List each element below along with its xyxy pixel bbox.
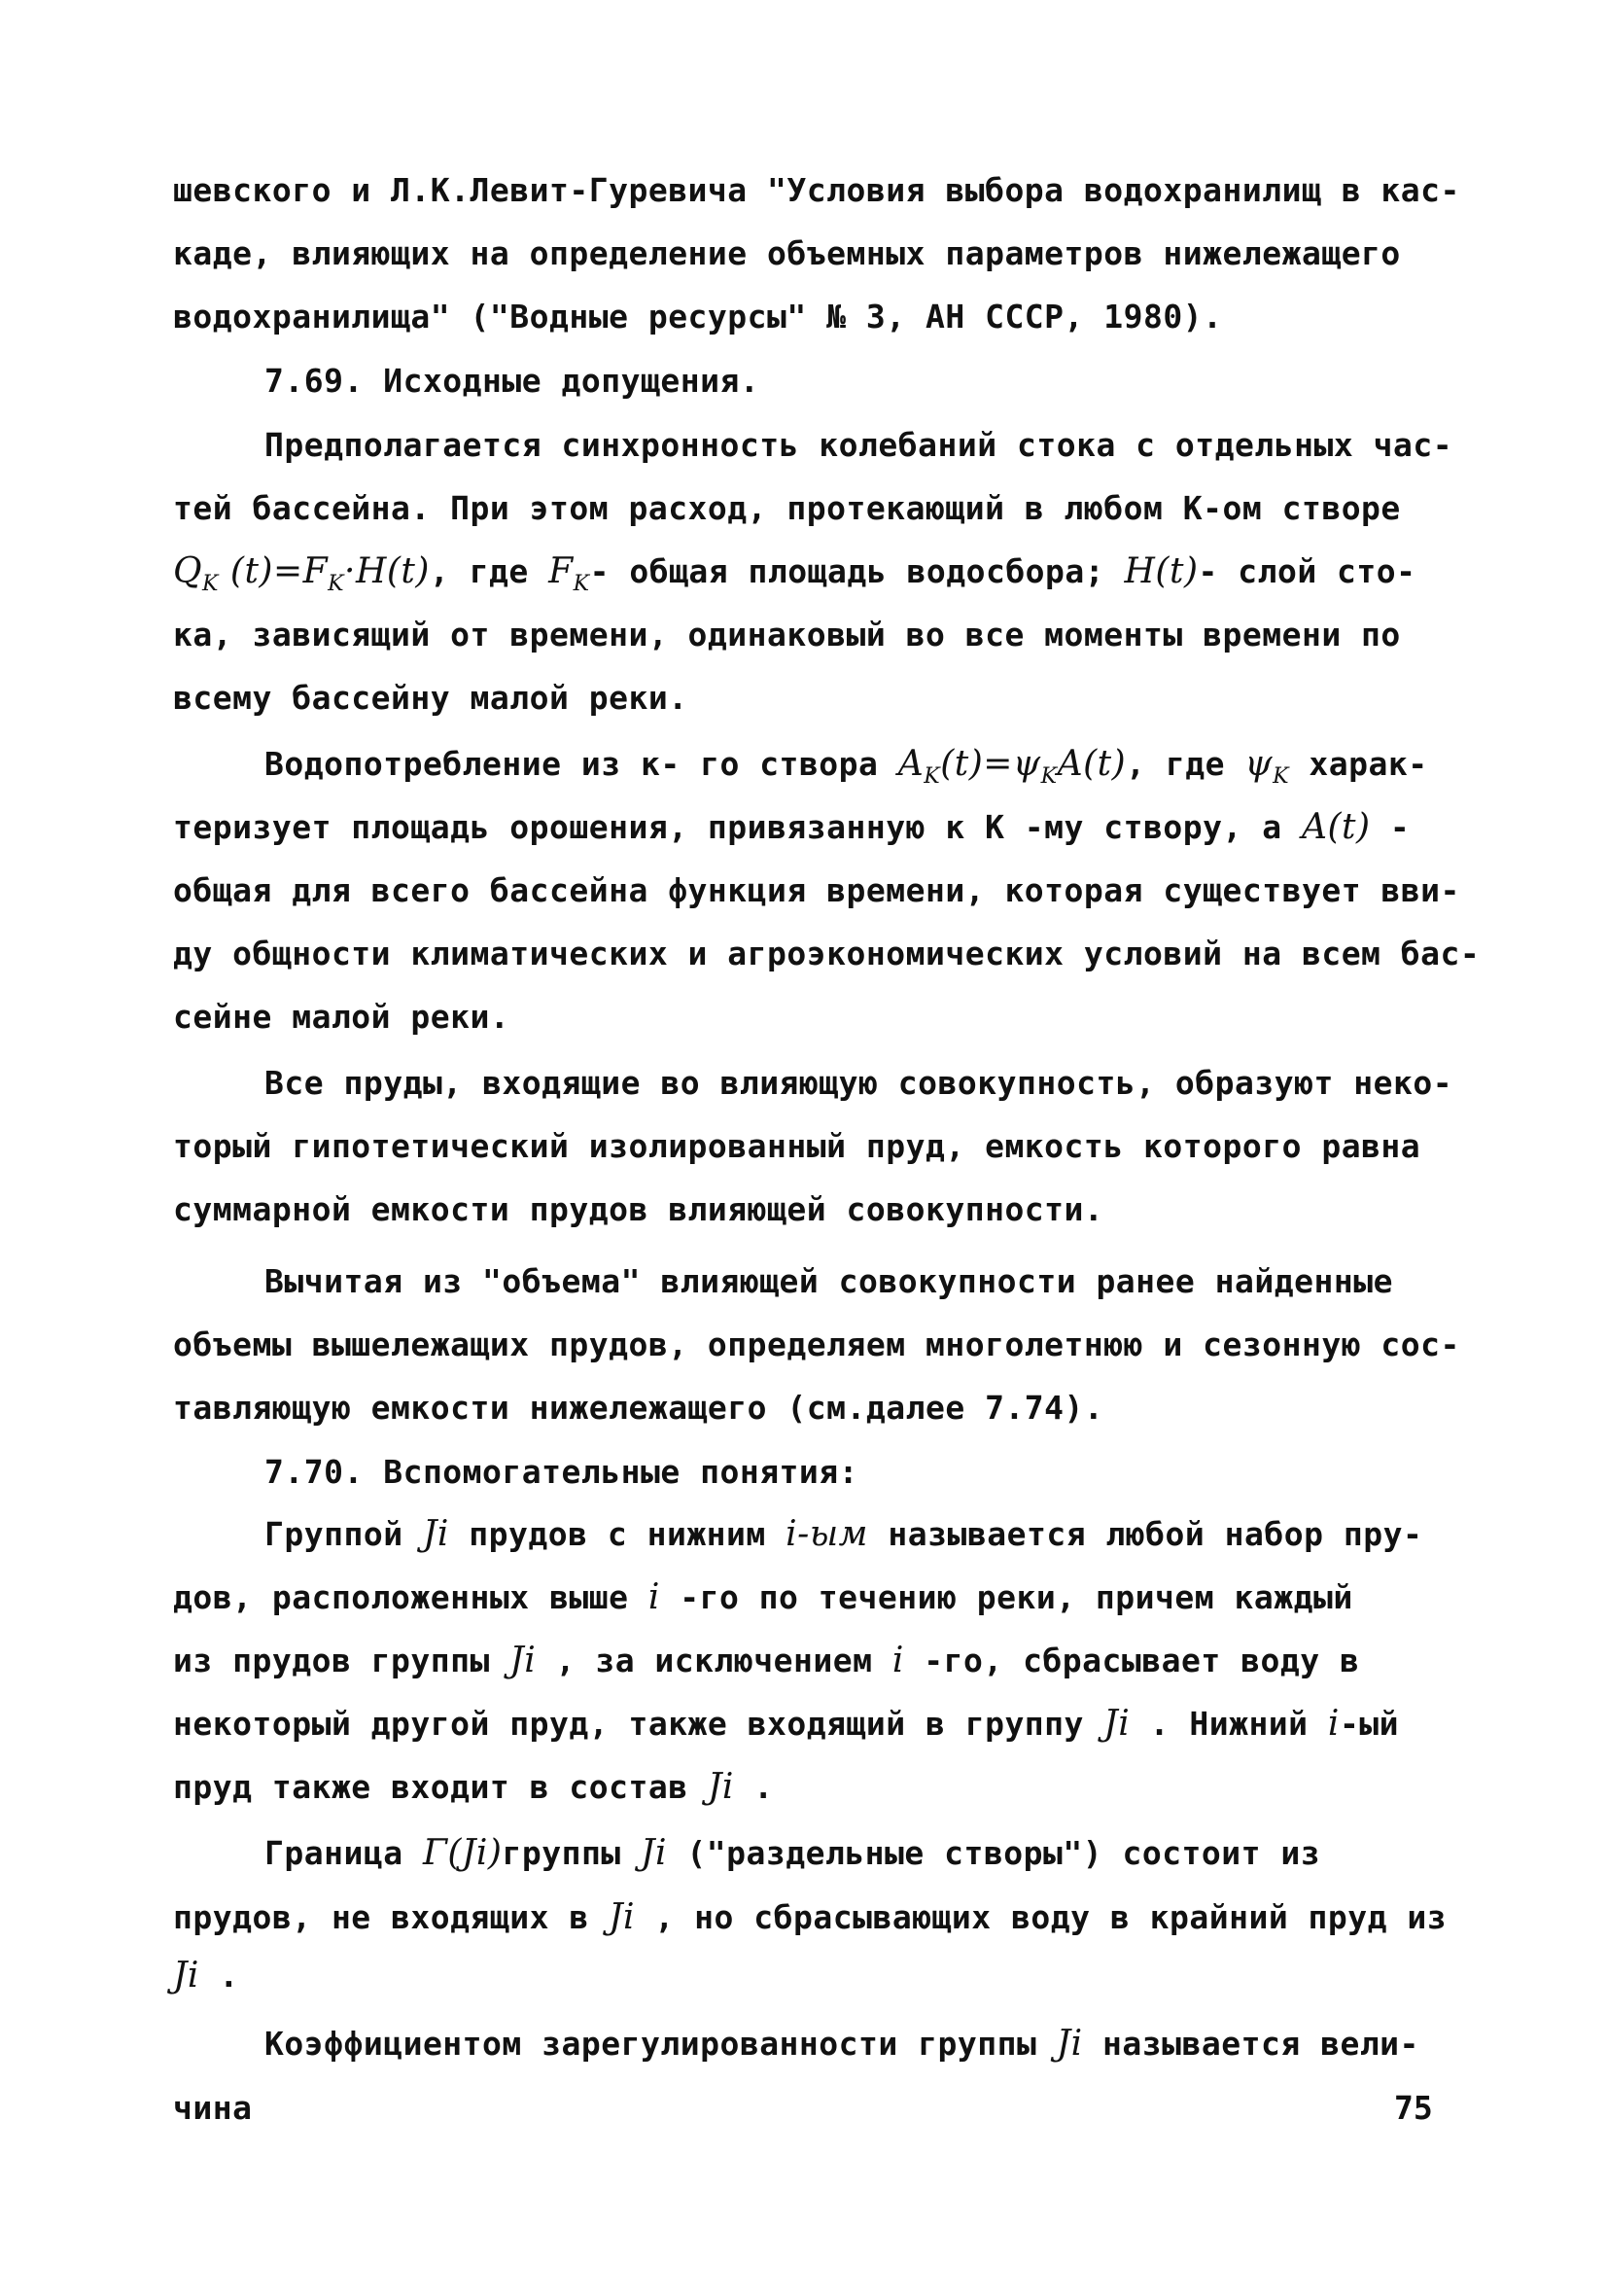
text-line: всему бассейну малой реки. [173,679,688,717]
text-line: Водопотребление из к- го створа $A_K(t)=\psi_KA(t)$, где $\psi_K$ харак- [264,744,1428,789]
text-line: тавляющую емкости нижележащего (см.далее 7.74). [173,1389,1104,1427]
text-line: сейне малой реки. [173,998,510,1036]
formula: i [1327,1704,1340,1744]
page-number: 75 [1394,2089,1433,2127]
formula: Γ(Ji) [422,1833,503,1873]
formula: H(t) [1124,551,1199,591]
formula: Ji [641,1833,667,1873]
section-heading-7-69: 7.69. Исходные допущения. [264,362,760,400]
text-line: ду общности климатических и агроэкономических условий на всем бас- [173,935,1481,972]
formula: A(t) [1301,807,1371,847]
text-line: шевского и Л.К.Левит-Гуревича "Условия выбора водохранилищ в кас- [173,171,1460,209]
formula: Ji [422,1514,449,1554]
text-line: общая для всего бассейна функция времени, которая существует вви- [173,871,1460,909]
formula: i-ым [786,1514,869,1554]
text-line: Все пруды, входящие во влияющую совокупность, образуют неко- [264,1064,1453,1102]
text-line: водохранилища" ("Водные ресурсы" № 3, АН СССР, 1980). [173,298,1223,336]
formula: Ji [173,1956,199,1996]
formula: i [891,1641,904,1680]
text-line: каде, влияющих на определение объемных параметров нижележащего [173,234,1401,272]
text-line: тей бассейна. При этом расход, протекающий в любом К-ом створе [173,489,1401,527]
formula: $\psi_K$ [1244,744,1290,789]
text-line: Предполагается синхронность колебаний стока с отдельных час- [264,426,1453,464]
text-line: пруд также входит в состав Ji . [173,1767,774,1807]
formula: i [647,1577,660,1617]
text-line: дов, расположенных выше i -го по течению реки, причем каждый [173,1577,1353,1617]
formula: Ji [609,1897,636,1937]
section-heading-7-70: 7.70. Вспомогательные понятия: [264,1453,859,1491]
text-line: Вычитая из "объема" влияющей совокупности ранее найденные [264,1262,1393,1300]
formula: Ji [1103,1704,1131,1744]
text-line: объемы вышележащих прудов, определяем многолетнюю и сезонную сос- [173,1325,1460,1363]
text-line: Граница Γ(Ji)группы Ji ("раздельные створы") состоит из [264,1833,1321,1873]
text-line: из прудов группы Ji , за исключением i -го, сбрасывает воду в [173,1641,1360,1680]
formula: $A_K(t)=\psi_KA(t)$ [897,744,1127,789]
text-line: Группой Ji прудов с нижним i-ым называется любой набор пру- [264,1514,1423,1554]
text-line: прудов, не входящих в Ji , но сбрасывающих воду в крайний пруд из [173,1897,1448,1937]
text-line: ка, зависящий от времени, одинаковый во все моменты времени по [173,616,1401,653]
formula: Ji [1056,2024,1083,2064]
text-line: чина [173,2089,253,2127]
text-line: теризует площадь орошения, привязанную к К -му створу, а A(t) - [173,807,1411,847]
formula: Ji [707,1767,734,1807]
text-line: некоторый другой пруд, также входящий в группу Ji . Нижний i-ый [173,1704,1400,1744]
formula: $F_K$ [548,551,590,596]
formula: $Q_K$ $(t)=F_K\cdot H(t)$ [173,551,430,596]
text-line: суммарной емкости прудов влияющей совокупности. [173,1190,1104,1228]
text-line: $Q_K$ $(t)=F_K\cdot H(t)$, где $F_K-$ общая площадь водосбора; H(t)- слой сто- [173,551,1416,596]
text-line: Ji . [173,1956,239,1996]
formula: Ji [509,1641,537,1680]
text-line: торый гипотетический изолированный пруд, емкость которого равна [173,1127,1421,1165]
text-line: Коэффициентом зарегулированности группы Ji называется вели- [264,2024,1419,2064]
